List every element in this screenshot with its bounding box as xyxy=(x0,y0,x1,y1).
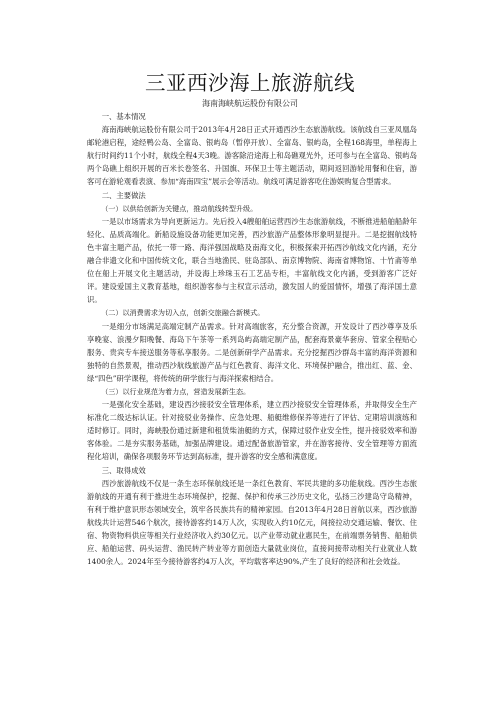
paragraph-industry-standards: 一是强化安全基础，建设西沙接驳安全管理体系，建立西沙接驳安全管理体系，并取得安全生产标准化二级达标认证。针对接驳业务操作、应急处理、船艇维修保养等进行了评估、定期培训演练和适时修订。同时，海峡股份通过新建和租赁柴油艇的方式，保障过驳作业安全性，提升接驳效率和游客体验。二是夯实服务基础，加强品牌建设。通过配备旅游管家，并在游客接待、安全管理等方面流程化培训，确保各项服务环节达到高标准，提升游客的安全感和满意度。 xyxy=(87,400,417,462)
subheading-industry-standards: （三）以行业规范为着力点，营造发展新生态。 xyxy=(101,386,251,396)
document-body xyxy=(87,110,417,568)
page-title: 三亚西沙海上旅游航线 xyxy=(145,71,355,95)
subheading-consumer-demand: （二）以消费需求为切入点，创新交旅融合新模式。 xyxy=(101,308,265,318)
section-heading-main-practices: 二、主要做法 xyxy=(101,190,146,200)
paragraph-results: 西沙旅游航线不仅是一条生态环保航线还是一条红色教育、军民共建的多功能航线。西沙生态旅游航线的开通有利于推进生态环境保护，挖掘、保护和传承三沙历史文化，弘扬三沙建岛守岛精神，有利于维护意识形态领域安全，筑牢各民族共有的精神家园。自2013年4月28日首航以来，西沙旅游航线共计运营546个航次，接待游客约14万人次，实现收入约10亿元，间接拉动交通运输、餐饮、住宿、物资物料供应等相关行业经济收入约30亿元。以产业带动就业惠民生，在前端票务销售、船舶供应、船舶运营、码头运营、渔民转产转业等方面创造大量就业岗位，直接间接带动相关行业就业人数1400余人。2024年至今接待游客约4万人次，平均载客率达90%,产生了良好的经济和社会效益。 xyxy=(87,478,417,567)
paragraph-consumer-demand: 一是细分市场满足高端定制产品需求。针对高端旅客，充分整合资源，开发设计了西沙尊享及乐享晚宴、浪漫夕阳晚餐、海岛下午茶等一系列岛屿高端定制产品，配套海景豪华套房、管家全程贴心服务、贵宾专车接送服务等私享服务。二是创新研学产品需求。充分挖掘西沙群岛丰富的海洋资源和独特的自然景观，推动西沙航线旅游产品与红色教育、海洋文化、环境保护融合，推出红、蓝、金、绿“四色”研学课程，将传统的研学旅行与海洋探索相结合。 xyxy=(87,321,417,383)
company-name: 海南海峡航运股份有限公司 xyxy=(202,99,298,108)
paragraph-supply-innovation: 一是以市场需求为导向更新运力。先后投入4艘船舶运营西沙生态旅游航线，不断推进船舶船龄年轻化、品质高端化。新船设施设备功能更加完善，西沙旅游产品整体形象明显提升。二是挖掘航线特色丰富主题产品，依托一带一路、海洋强国战略及南海文化，积极探索开拓西沙航线文化内涵，充分融合非遗文化和中国传统文化，联合当地渔民、驻岛部队、南京博物院、海南省博物馆、十竹斋等单位在船上开展文化主题活动，并设海上珍珠玉石工艺品专柜，丰富航线文化内涵，受到游客广泛好评。建设爱国主义教育基地，组织游客参与主权宣示活动，激发国人的爱国情怀，增强了海洋国土意识。 xyxy=(87,216,417,305)
subheading-supply-innovation: （一）以供给创新为关键点，推动航线转型升级。 xyxy=(101,203,258,213)
paragraph-basic-info: 海南海峡航运股份有限公司于2013年4月28日正式开通西沙生态旅游航线。该航线自三亚凤凰岛邮轮港启程，途经鸭公岛、全富岛、银屿岛（暂停开放）、全富岛、银屿岛，全程168海里，单程海上航行时间约11个小时，航线全程4天3晚。游客除沿途海上和岛礁观光外，还可参与在全富岛、银屿岛两个岛礁上组织开展的百米长卷签名、升国旗、环保卫士等主题活动，期间返回游轮用餐和住宿，游客可在游轮观看表演、参加“海南四宝”展示会等活动。航线可满足游客吃住游娱购复合型需求。 xyxy=(87,125,417,187)
section-heading-basic-info: 一、基本情况 xyxy=(101,112,146,121)
section-heading-results: 三、取得成效 xyxy=(101,465,146,475)
